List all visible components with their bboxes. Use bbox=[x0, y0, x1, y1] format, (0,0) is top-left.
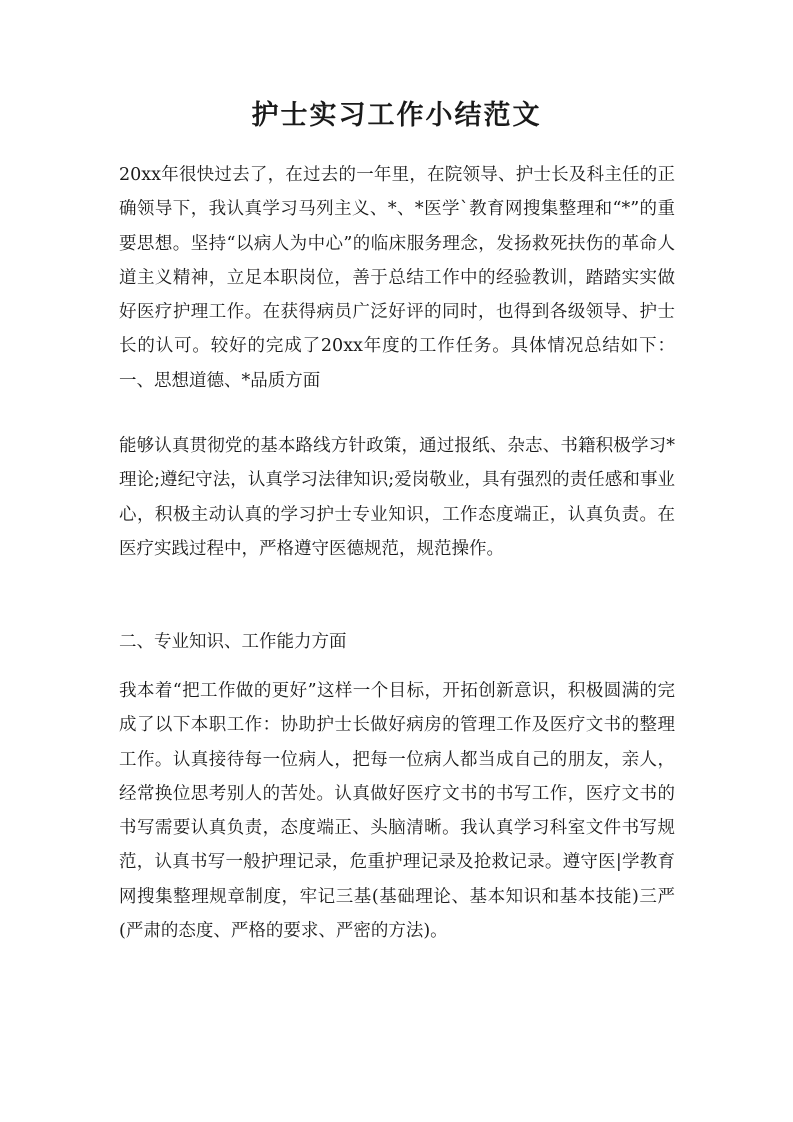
paragraph-intro: 20xx年很快过去了，在过去的一年里，在院领导、护士长及科主任的正确领导下，我认真学习马列主义、*、*医学`教育网搜集整理和“*”的重要思想。坚持“以病人为中心”的临床服务理念，发扬救死扶伤的革命人道主义精神，立足本职岗位，善于总结工作中的经验教训，踏踏实实做好医疗护理工作。在获得病员广泛好评的同时，也得到各级领导、护士长的认可。较好的完成了20xx年度的工作任务。具体情况总结如下： 一、思想道德、*品质方面 bbox=[119, 165, 675, 391]
section-heading-professional: 二、专业知识、工作能力方面 bbox=[119, 632, 347, 652]
paragraph-professional: 我本着“把工作做的更好”这样一个目标，开拓创新意识，积极圆满的完成了以下本职工作：协助护士长做好病房的管理工作及医疗文书的整理工作。认真接待每一位病人，把每一位病人都当成自己的朋友，亲人，经常换位思考别人的苦处。认真做好医疗文书的书写工作，医疗文书的书写需要认真负责，态度端正、头脑清晰。我认真学习科室文件书写规范，认真书写一般护理记录，危重护理记录及抢救记录。遵守医|学教育网搜集整理规章制度，牢记三基(基础理论、基本知识和基本技能)三严(严肃的态度、严格的要求、严密的方法)。 bbox=[119, 681, 675, 942]
document-title: 护士实习工作小结范文 bbox=[251, 100, 542, 131]
paragraph-ideology: 能够认真贯彻党的基本路线方针政策，通过报纸、杂志、书籍积极学习*理论;遵纪守法，认真学习法律知识;爱岗敬业，具有强烈的责任感和事业心，积极主动认真的学习护士专业知识，工作态度端正，认真负责。在医疗实践过程中，严格遵守医德规范，规范操作。 bbox=[119, 436, 675, 559]
